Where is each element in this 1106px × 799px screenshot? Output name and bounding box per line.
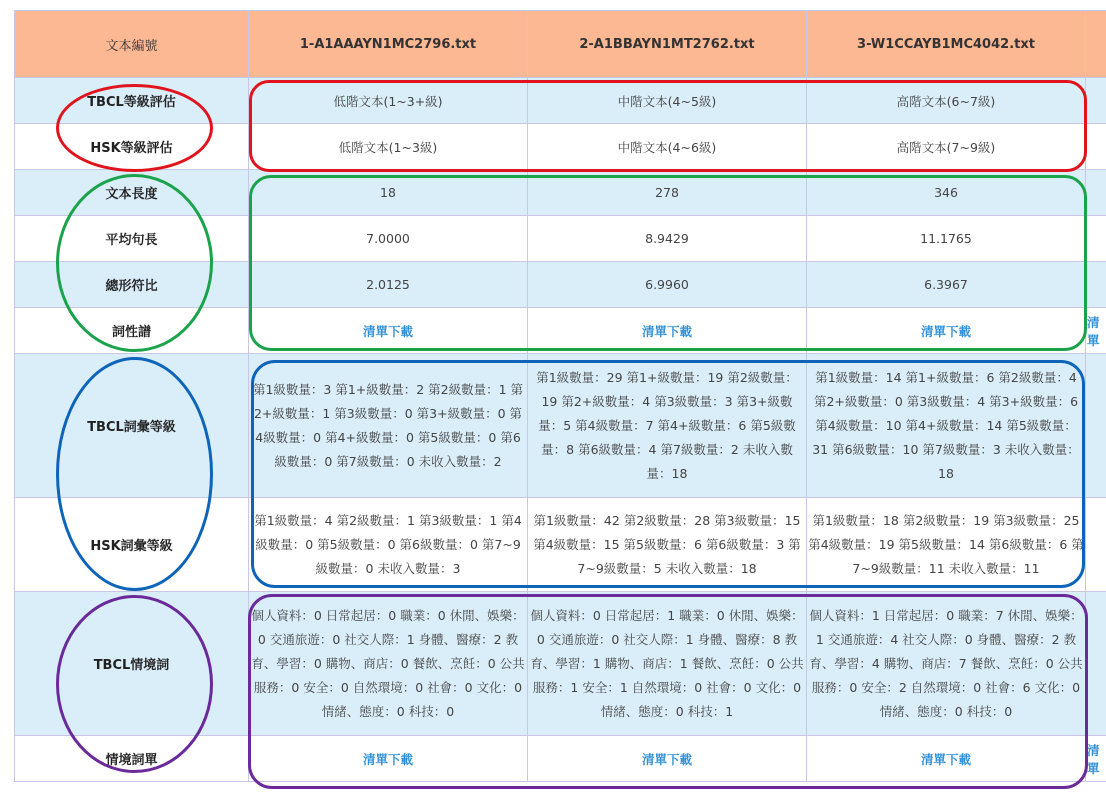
row-hsk-vocab (15, 498, 1106, 592)
cell-hsk-level-2: 中階文本(4~6級) (528, 124, 807, 170)
cell-ttr-1: 2.0125 (249, 262, 528, 308)
row-text-length (15, 170, 1106, 216)
pos-download-link-1[interactable]: 清單下載 (362, 323, 413, 339)
row-context-list (15, 736, 1106, 782)
cell-cut (1086, 262, 1106, 308)
row-tbcl-vocab (15, 354, 1106, 498)
row-label-hsk-level: HSK等級評估 (15, 124, 249, 170)
header-file-3: 3-W1CCAYB1MC4042.txt (807, 11, 1086, 78)
context-download-link-3[interactable]: 清單下載 (920, 751, 971, 767)
pos-download-link-3[interactable]: 清單下載 (920, 323, 971, 339)
cell-hsk-vocab-3: 第1級數量：18 第2級數量：19 第3級數量：25 第4級數量：19 第5級數量：14 第6級數量：6 第7~9級數量：11 未收入數量：11 (807, 498, 1086, 592)
cell-tbcl-context-2: 個人資料：0 日常起居：1 職業：0 休閒、娛樂：0 交通旅遊：0 社交人際：1 身體、醫療：8 教育、學習：1 購物、商店：1 餐飲、烹飪：0 公共服務：1 安全：1 自然環境：0 社會：0 文化：0 情緒、態度：0 科技：1 (528, 592, 807, 736)
cell-tbcl-level-2: 中階文本(4~5級) (528, 78, 807, 124)
cell-avg-sentence-2: 8.9429 (528, 216, 807, 262)
cell-hsk-vocab-1: 第1級數量：4 第2級數量：1 第3級數量：1 第4級數量：0 第5級數量：0 第6級數量：0 第7~9級數量：0 未收入數量：3 (249, 498, 528, 592)
cell-avg-sentence-3: 11.1765 (807, 216, 1086, 262)
cell-tbcl-level-3: 高階文本(6~7級) (807, 78, 1086, 124)
row-label-tbcl-level: TBCL等級評估 (15, 78, 249, 124)
cell-tbcl-level-1: 低階文本(1~3+級) (249, 78, 528, 124)
cell-text-length-2: 278 (528, 170, 807, 216)
results-table (14, 10, 1106, 782)
context-download-link-2[interactable]: 清單下載 (641, 751, 692, 767)
cell-hsk-level-3: 高階文本(7~9級) (807, 124, 1086, 170)
pos-download-link-2[interactable]: 清單下載 (641, 323, 692, 339)
row-label-text-length: 文本長度 (15, 170, 249, 216)
cell-cut (1086, 78, 1106, 124)
row-label-avg-sentence: 平均句長 (15, 216, 249, 262)
results-table-container (14, 10, 1106, 782)
row-ttr (15, 262, 1106, 308)
cell-tbcl-vocab-1: 第1級數量：3 第1+級數量：2 第2級數量：1 第2+級數量：1 第3級數量：0 第3+級數量：0 第4級數量：0 第4+級數量：0 第5級數量：0 第6級數量：0 第7級數量：0 未收入數量：2 (249, 354, 528, 498)
cell-tbcl-context-3: 個人資料：1 日常起居：0 職業：7 休閒、娛樂：1 交通旅遊：4 社交人際：0 身體、醫療：2 教育、學習：4 購物、商店：7 餐飲、烹飪：0 公共服務：0 安全：2 自然環境：0 社會：6 文化：0 情緒、態度：0 科技：0 (807, 592, 1086, 736)
cell-tbcl-vocab-2: 第1級數量：29 第1+級數量：19 第2級數量：19 第2+級數量：4 第3級數量：3 第3+級數量：5 第4級數量：7 第4+級數量：6 第5級數量：8 第6級數量：4 第7級數量：2 未收入數量：18 (528, 354, 807, 498)
cell-cut (1086, 124, 1106, 170)
cell-text-length-3: 346 (807, 170, 1086, 216)
header-row (15, 11, 1106, 78)
cell-cut (1086, 592, 1106, 736)
cell-tbcl-vocab-3: 第1級數量：14 第1+級數量：6 第2級數量：4 第2+級數量：0 第3級數量：4 第3+級數量：6 第4級數量：10 第4+級數量：14 第5級數量：31 第6級數量：10 第7級數量：3 未收入數量：18 (807, 354, 1086, 498)
row-hsk-level (15, 124, 1106, 170)
row-tbcl-level (15, 78, 1106, 124)
header-label: 文本編號 (15, 11, 249, 78)
row-label-hsk-vocab: HSK詞彙等級 (15, 498, 249, 592)
header-file-1: 1-A1AAAYN1MC2796.txt (249, 11, 528, 78)
cell-cut (1086, 354, 1106, 498)
cell-ttr-3: 6.3967 (807, 262, 1086, 308)
cell-cut (1086, 498, 1106, 592)
row-label-tbcl-vocab: TBCL詞彙等級 (15, 354, 249, 498)
cell-ttr-2: 6.9960 (528, 262, 807, 308)
cell-cut (1086, 216, 1106, 262)
cell-cut (1086, 170, 1106, 216)
row-label-context-list: 情境詞單 (15, 736, 249, 782)
header-file-4-cut (1086, 11, 1106, 78)
cell-hsk-level-1: 低階文本(1~3級) (249, 124, 528, 170)
row-avg-sentence (15, 216, 1106, 262)
row-label-tbcl-context: TBCL情境詞 (15, 592, 249, 736)
cell-avg-sentence-1: 7.0000 (249, 216, 528, 262)
row-tbcl-context (15, 592, 1106, 736)
cell-text-length-1: 18 (249, 170, 528, 216)
context-download-link-4-cut[interactable]: 清單 (1087, 742, 1100, 776)
cell-hsk-vocab-2: 第1級數量：42 第2級數量：28 第3級數量：15 第4級數量：15 第5級數量：6 第6級數量：3 第7~9級數量：5 未收入數量：18 (528, 498, 807, 592)
pos-download-link-4-cut[interactable]: 清單 (1087, 314, 1100, 348)
row-label-ttr: 總形符比 (15, 262, 249, 308)
header-file-2: 2-A1BBAYN1MT2762.txt (528, 11, 807, 78)
row-pos (15, 308, 1106, 354)
row-label-pos: 詞性譜 (15, 308, 249, 354)
cell-tbcl-context-1: 個人資料：0 日常起居：0 職業：0 休閒、娛樂：0 交通旅遊：0 社交人際：1 身體、醫療：2 教育、學習：0 購物、商店：0 餐飲、烹飪：0 公共服務：0 安全：0 自然環境：0 社會：0 文化：0 情緒、態度：0 科技：0 (249, 592, 528, 736)
context-download-link-1[interactable]: 清單下載 (362, 751, 413, 767)
